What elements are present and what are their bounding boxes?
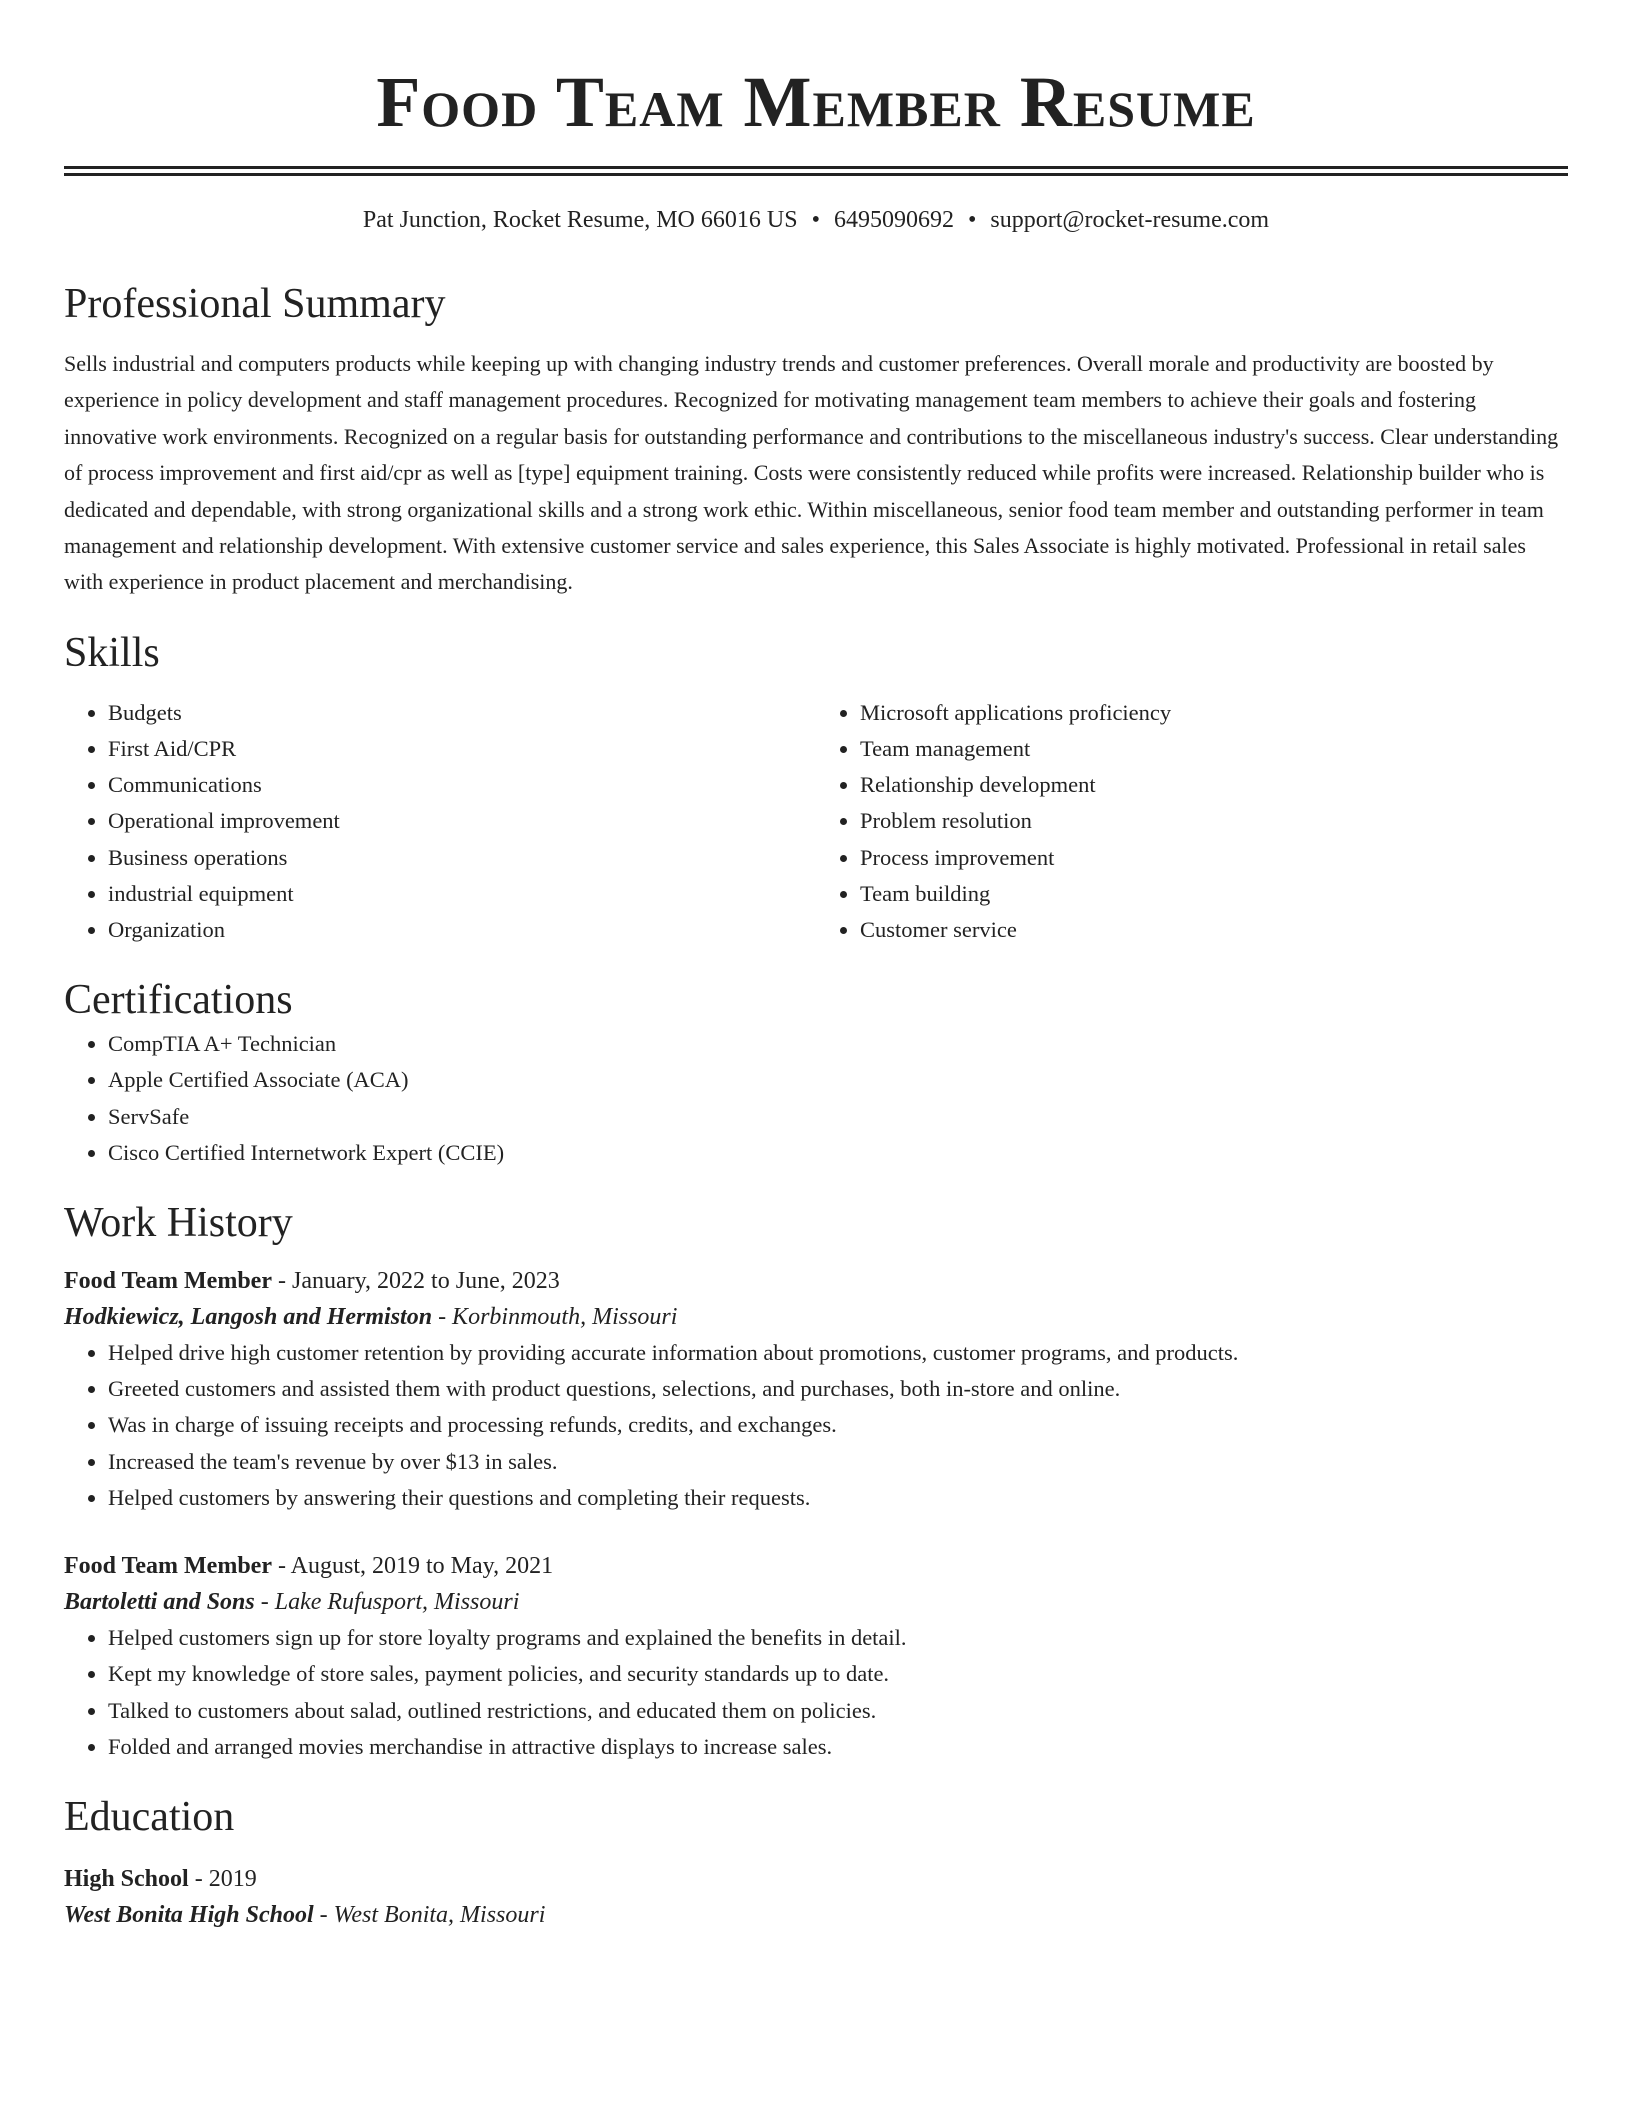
summary-heading: Professional Summary (64, 281, 446, 327)
work-history-heading: Work History (64, 1200, 293, 1247)
job-title: Food Team Member (64, 1268, 272, 1295)
job-duty-item: • Greeted customers and assisted them with product questions, selections, and purchases, both in-store and online. (108, 1371, 1568, 1407)
contact-phone: 6495090692 (833, 207, 954, 233)
employer-location: - Korbinmouth, Missouri (432, 1304, 678, 1331)
certification-item: • CompTIA A+ Technician (108, 1026, 1568, 1062)
work-history-section (64, 1197, 1568, 1765)
job-dates: - January, 2022 to June, 2023 (271, 1268, 560, 1295)
graduation-year: - 2019 (188, 1865, 257, 1892)
job-duties-list (64, 1335, 1568, 1516)
school-name: West Bonita High School (64, 1901, 314, 1928)
contact-email: support@rocket-resume.com (990, 207, 1270, 233)
job-duty-item: • Was in charge of issuing receipts and processing refunds, credits, and exchanges. (108, 1407, 1568, 1443)
employer-name: Hodkiewicz, Langosh and Hermiston (64, 1304, 433, 1331)
employer-location: - Lake Rufusport, Missouri (254, 1589, 520, 1616)
job-duty-item: • Kept my knowledge of store sales, payment policies, and security standards up to date. (108, 1656, 1568, 1692)
contact-separator: • (811, 207, 820, 233)
skill-item: • Budgets (108, 695, 816, 731)
certifications-section (64, 974, 1568, 1171)
skills-list-left (64, 695, 816, 948)
skill-item: • Organization (108, 912, 816, 948)
page-title: Food Team Member Resume (376, 62, 1256, 142)
school-line (64, 1897, 1568, 1933)
school-location: - West Bonita, Missouri (313, 1901, 546, 1928)
job-duty-item: • Increased the team's revenue by over $13 in sales. (108, 1444, 1568, 1480)
job-entry (64, 1263, 1568, 1516)
degree-line (64, 1861, 1568, 1897)
certification-item: • Apple Certified Associate (ACA) (108, 1062, 1568, 1098)
skill-item: • Microsoft applications proficiency (860, 695, 1568, 731)
certifications-heading: Certifications (64, 977, 293, 1024)
contact-separator: • (967, 207, 977, 233)
employer-name: Bartoletti and Sons (64, 1589, 255, 1616)
degree-name: High School (64, 1865, 189, 1892)
certification-item: • ServSafe (108, 1099, 1568, 1135)
skill-item: • Business operations (108, 840, 816, 876)
education-section (64, 1791, 1568, 1933)
skill-item: • Process improvement (860, 840, 1568, 876)
skills-columns (64, 695, 1568, 948)
certification-item: • Cisco Certified Internetwork Expert (CCIE) (108, 1135, 1568, 1171)
skills-heading: Skills (64, 629, 160, 676)
employer-line (64, 1584, 1568, 1620)
skill-item: • Operational improvement (108, 803, 816, 839)
skill-item: • Team management (860, 731, 1568, 767)
skill-item: • Problem resolution (860, 803, 1568, 839)
skill-item: • Customer service (860, 912, 1568, 948)
skills-list-right (816, 695, 1568, 948)
job-duties-list (64, 1620, 1568, 1765)
certifications-list (64, 1026, 1568, 1171)
education-heading: Education (64, 1793, 235, 1840)
contact-address: Pat Junction, Rocket Resume, MO 66016 US (362, 207, 798, 233)
job-duty-item: • Talked to customers about salad, outlined restrictions, and educated them on policies. (108, 1693, 1568, 1729)
job-duty-item: • Helped customers sign up for store loyalty programs and explained the benefits in detail. (108, 1620, 1568, 1656)
job-title-line (64, 1548, 1568, 1584)
summary-text: Sells industrial and computers products while keeping up with changing industry trends and customer preferences. Overall morale and productivity are boosted by experience in policy development and staff management procedures. Recognized for motivating management team members to achieve their goals and fostering innovative work environments. Recognized on a regular basis for outstanding performance and contributions to the miscellaneous industry's success. Clear understanding of process improvement and first aid/cpr as well as [type] equipment training. Costs were consistently reduced while profits were increased. Relationship builder who is dedicated and dependable, with strong organizational skills and a strong work ethic. Within miscellaneous, senior food team member and outstanding performer in team management and relationship development. With extensive customer service and sales experience, this Sales Associate is highly motivated. Professional in retail sales with experience in product placement and merchandising. (64, 351, 1559, 595)
professional-summary-section (64, 278, 1568, 601)
title-double-rule (64, 166, 1568, 169)
skill-item: • Relationship development (860, 767, 1568, 803)
job-dates: - August, 2019 to May, 2021 (271, 1553, 554, 1580)
job-entry (64, 1548, 1568, 1765)
employer-line (64, 1299, 1568, 1335)
skill-item: • industrial equipment (108, 876, 816, 912)
job-duty-item: • Helped customers by answering their questions and completing their requests. (108, 1480, 1568, 1516)
job-title-line (64, 1263, 1568, 1299)
skill-item: • Team building (860, 876, 1568, 912)
skills-section (64, 627, 1568, 948)
job-title: Food Team Member (64, 1553, 272, 1580)
job-duty-item: • Folded and arranged movies merchandise in attractive displays to increase sales. (108, 1729, 1568, 1765)
skill-item: • Communications (108, 767, 816, 803)
contact-line (64, 204, 1568, 236)
job-duty-item: • Helped drive high customer retention by providing accurate information about promotions, customer programs, and products. (108, 1335, 1568, 1371)
skill-item: • First Aid/CPR (108, 731, 816, 767)
